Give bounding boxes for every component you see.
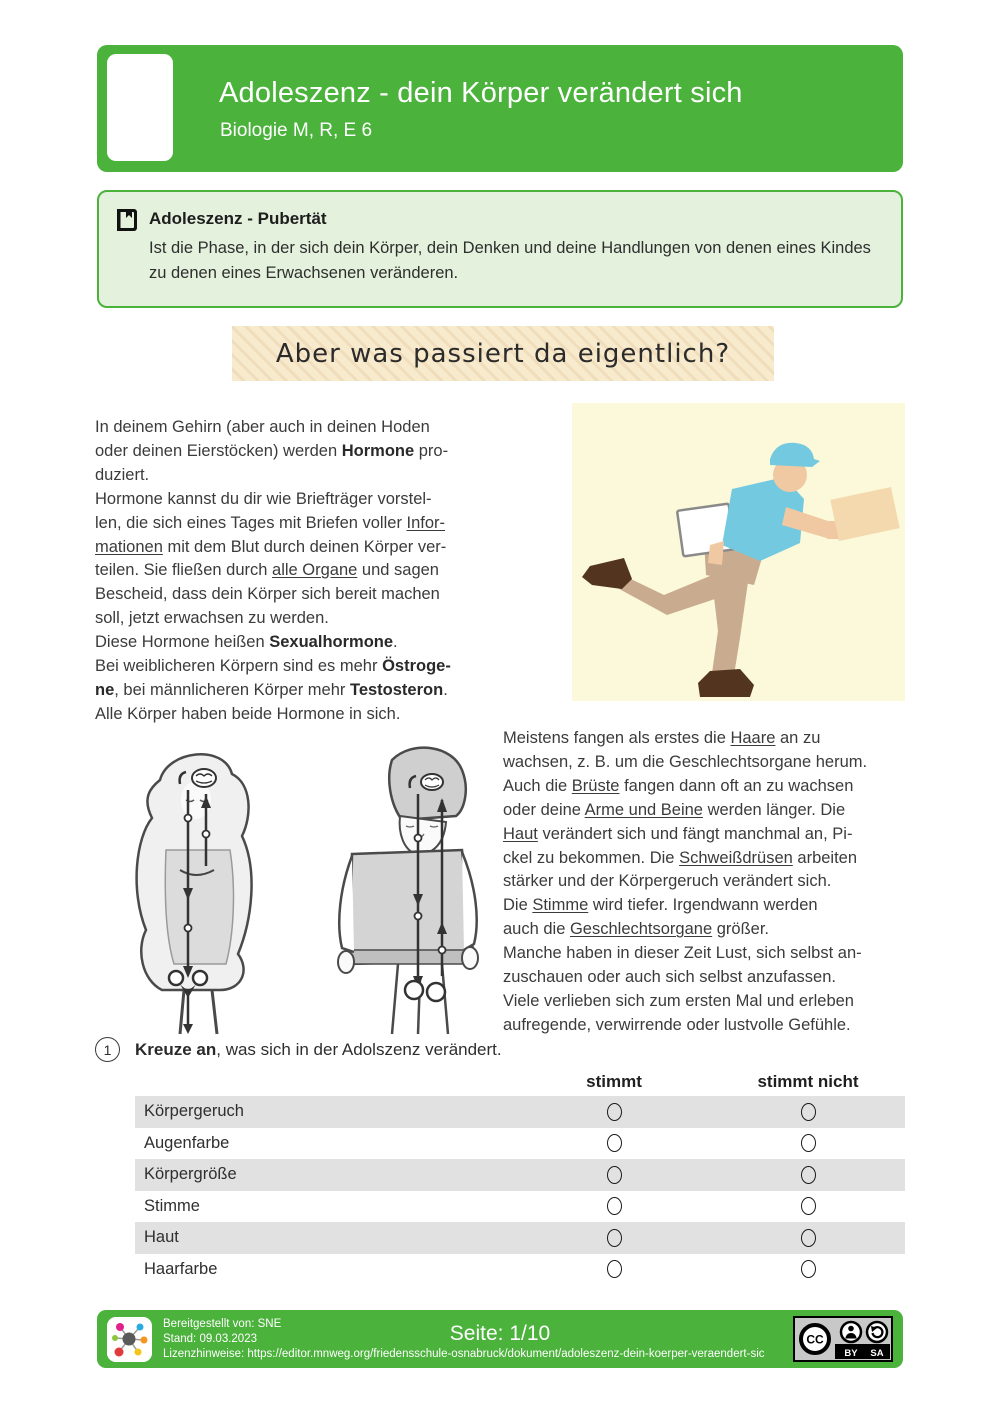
text-segment: verändert sich und fängt manchmal an, Pi- (537, 824, 853, 843)
row-label: Körpergröße (144, 1165, 237, 1184)
text-segment: duziert. (95, 465, 150, 484)
radio-stimmt[interactable] (607, 1103, 622, 1121)
text-line (95, 607, 510, 631)
text-segment: pro- (414, 441, 449, 460)
section-heading-text: Aber was passiert da eigentlich? (275, 338, 731, 369)
text-line (95, 512, 510, 536)
radio-cell (517, 1134, 711, 1152)
text-line (95, 464, 510, 488)
text-segment: Kreuze an (135, 1039, 217, 1059)
text-line (95, 488, 510, 512)
text-segment: Schweißdrüsen (679, 848, 793, 867)
radio-stimmt-nicht[interactable] (801, 1134, 816, 1152)
text-line (503, 799, 913, 823)
row-label: Körpergeruch (144, 1102, 244, 1121)
task-instruction (135, 1040, 502, 1060)
text-segment: Haare (730, 729, 776, 747)
text-segment: wachsen, z. B. um die Geschlechtsorgane herum. (503, 752, 868, 771)
text-line (503, 966, 913, 990)
text-segment: Haut (503, 824, 538, 843)
text-line (95, 440, 510, 464)
radio-cell (517, 1103, 711, 1121)
task-1 (95, 1037, 502, 1062)
text-line (95, 536, 510, 560)
school-logo-placeholder (107, 54, 173, 161)
radio-cell (711, 1260, 905, 1278)
radio-cell (711, 1166, 905, 1184)
page-title: Adoleszenz - dein Körper verändert sich (219, 77, 743, 109)
text-line (95, 583, 510, 607)
table-row (135, 1254, 905, 1286)
footer-license: Lizenzhinweise: https://editor.mnweg.org/friedensschule-osnabruck/dokument/adoleszenz-dein-koerper-veraendert-sic (163, 1348, 765, 1360)
text-line (95, 559, 510, 583)
answers-table (135, 1068, 905, 1285)
text-segment: Bescheid, dass dein Körper sich bereit machen (95, 585, 440, 604)
text-line (95, 679, 510, 703)
text-line (95, 655, 510, 679)
text-segment: teilen. Sie fließen durch (95, 561, 273, 580)
footer-provided-by: Bereitgestellt von: SNE (163, 1318, 282, 1330)
text-line (95, 703, 510, 727)
document-footer (97, 1310, 903, 1368)
text-line (95, 631, 510, 655)
radio-stimmt-nicht[interactable] (801, 1229, 816, 1247)
text-segment: Meistens fangen als erstes die (503, 729, 731, 747)
radio-stimmt-nicht[interactable] (801, 1197, 816, 1215)
text-segment: . (443, 680, 448, 699)
text-segment: oder deine (503, 800, 585, 819)
radio-cell (711, 1229, 905, 1247)
table-header (135, 1068, 905, 1096)
footer-stand: Stand: 09.03.2023 (163, 1333, 257, 1345)
text-segment: Viele verlieben sich zum ersten Mal und erleben (503, 991, 854, 1010)
text-line (95, 416, 510, 440)
table-row (135, 1222, 905, 1254)
table-row (135, 1128, 905, 1160)
text-segment: fangen dann oft an zu wachsen (619, 776, 854, 795)
text-line (503, 918, 913, 942)
cc-sa-label: SA (870, 1348, 884, 1359)
definition-body: Ist die Phase, in der sich dein Körper, dein Denken und deine Handlungen von denen eines Kindes zu denen eines Erwachsenen veränderen. (149, 239, 871, 282)
row-label: Augenfarbe (144, 1133, 230, 1152)
text-segment: Östroge- (382, 657, 451, 676)
text-line (503, 775, 913, 799)
text-segment: Bei weiblicheren Körpern sind es mehr (95, 657, 383, 676)
text-segment: In deinem Gehirn (aber auch in deinen Hoden (95, 418, 430, 436)
text-segment: Alle Körper haben beide Hormone in sich. (95, 704, 401, 723)
text-segment: größer. (712, 920, 769, 939)
text-line (503, 847, 913, 871)
radio-stimmt-nicht[interactable] (801, 1166, 816, 1184)
text-segment: arbeiten (792, 848, 858, 867)
text-segment: Testosteron (349, 680, 444, 699)
hormone-paragraph (95, 416, 510, 727)
text-line (503, 894, 913, 918)
text-segment: aufregende, verwirrende oder lustvolle Gefühle. (503, 1015, 851, 1034)
postman-illustration (572, 403, 905, 701)
text-segment: und sagen (357, 561, 439, 580)
task-number: 1 (95, 1037, 120, 1062)
cc-text: CC (806, 1332, 824, 1347)
cc-by-sa-badge (793, 1316, 893, 1362)
section-heading-tape (232, 326, 774, 381)
text-segment: zuschauen oder auch sich selbst anzufassen. (503, 968, 836, 987)
text-segment: Diese Hormone heißen (95, 633, 270, 652)
text-line (503, 727, 913, 751)
radio-stimmt[interactable] (607, 1134, 622, 1152)
text-segment: soll, jetzt erwachsen zu werden. (95, 609, 329, 628)
text-segment: ckel zu bekommen. Die (503, 848, 680, 867)
text-line (503, 990, 913, 1014)
text-segment: Infor- (406, 513, 446, 532)
radio-cell (711, 1197, 905, 1215)
cc-by-label: BY (844, 1348, 858, 1359)
text-segment: werden länger. Die (702, 800, 846, 819)
table-row (135, 1159, 905, 1191)
text-segment: an zu (775, 729, 821, 747)
table-row (135, 1191, 905, 1223)
radio-cell (517, 1197, 711, 1215)
text-segment: . (393, 633, 398, 652)
text-segment: Auch die (503, 776, 572, 795)
radio-stimmt-nicht[interactable] (801, 1103, 816, 1121)
document-header (97, 45, 903, 172)
text-segment: mationen (95, 537, 163, 556)
text-segment: , bei männlicheren Körper mehr (114, 680, 350, 699)
text-line (503, 823, 913, 847)
row-label: Haut (144, 1228, 179, 1247)
text-segment: wird tiefer. Irgendwann werden (588, 896, 818, 915)
text-segment: Sexualhormone (269, 633, 394, 652)
radio-stimmt[interactable] (607, 1166, 622, 1184)
text-segment: stärker und der Körpergeruch verändert sich. (503, 872, 832, 891)
radio-cell (517, 1229, 711, 1247)
text-line (503, 942, 913, 966)
text-segment: Brüste (571, 776, 620, 795)
radio-stimmt[interactable] (607, 1229, 622, 1247)
text-segment: ne (95, 680, 115, 699)
radio-stimmt[interactable] (607, 1260, 622, 1278)
text-segment: auch die (503, 920, 570, 939)
radio-cell (711, 1134, 905, 1152)
text-segment: alle Organe (272, 561, 358, 580)
row-label: Haarfarbe (144, 1259, 218, 1278)
text-segment: Arme und Beine (584, 800, 703, 819)
text-segment: Manche haben in dieser Zeit Lust, sich selbst an- (503, 944, 862, 963)
text-line (503, 1014, 913, 1038)
text-segment: Die (503, 896, 533, 915)
radio-cell (711, 1103, 905, 1121)
row-label: Stimme (144, 1196, 200, 1215)
column-header-stimmt: stimmt (586, 1072, 642, 1091)
radio-stimmt[interactable] (607, 1197, 622, 1215)
text-segment: , was sich in der Adolszenz verändert. (216, 1039, 502, 1059)
text-segment: Stimme (532, 896, 589, 915)
radio-cell (517, 1260, 711, 1278)
text-segment: Hormone kannst du dir wie Briefträger vorstel- (95, 489, 432, 508)
text-segment: oder deinen Eierstöcken) werden (95, 441, 342, 460)
body-hormone-illustration (100, 738, 485, 1038)
answers-table-rows (135, 1096, 905, 1285)
book-icon (113, 206, 141, 234)
radio-cell (517, 1166, 711, 1184)
column-header-stimmt-nicht: stimmt nicht (757, 1072, 859, 1091)
definition-title: Adoleszenz - Pubertät (149, 209, 327, 228)
page-indicator: Seite: 1/10 (449, 1322, 551, 1345)
text-segment: len, die sich eines Tages mit Briefen voller (95, 513, 407, 532)
page-subtitle: Biologie M, R, E 6 (220, 120, 373, 141)
text-line (503, 751, 913, 775)
definition-box (97, 190, 903, 308)
table-row (135, 1096, 905, 1128)
changes-paragraph (503, 727, 913, 1038)
text-segment: Geschlechtsorgane (569, 920, 713, 939)
text-segment: Hormone (341, 441, 415, 460)
text-line (503, 870, 913, 894)
radio-stimmt-nicht[interactable] (801, 1260, 816, 1278)
text-segment: mit dem Blut durch deinen Körper ver- (162, 537, 447, 556)
